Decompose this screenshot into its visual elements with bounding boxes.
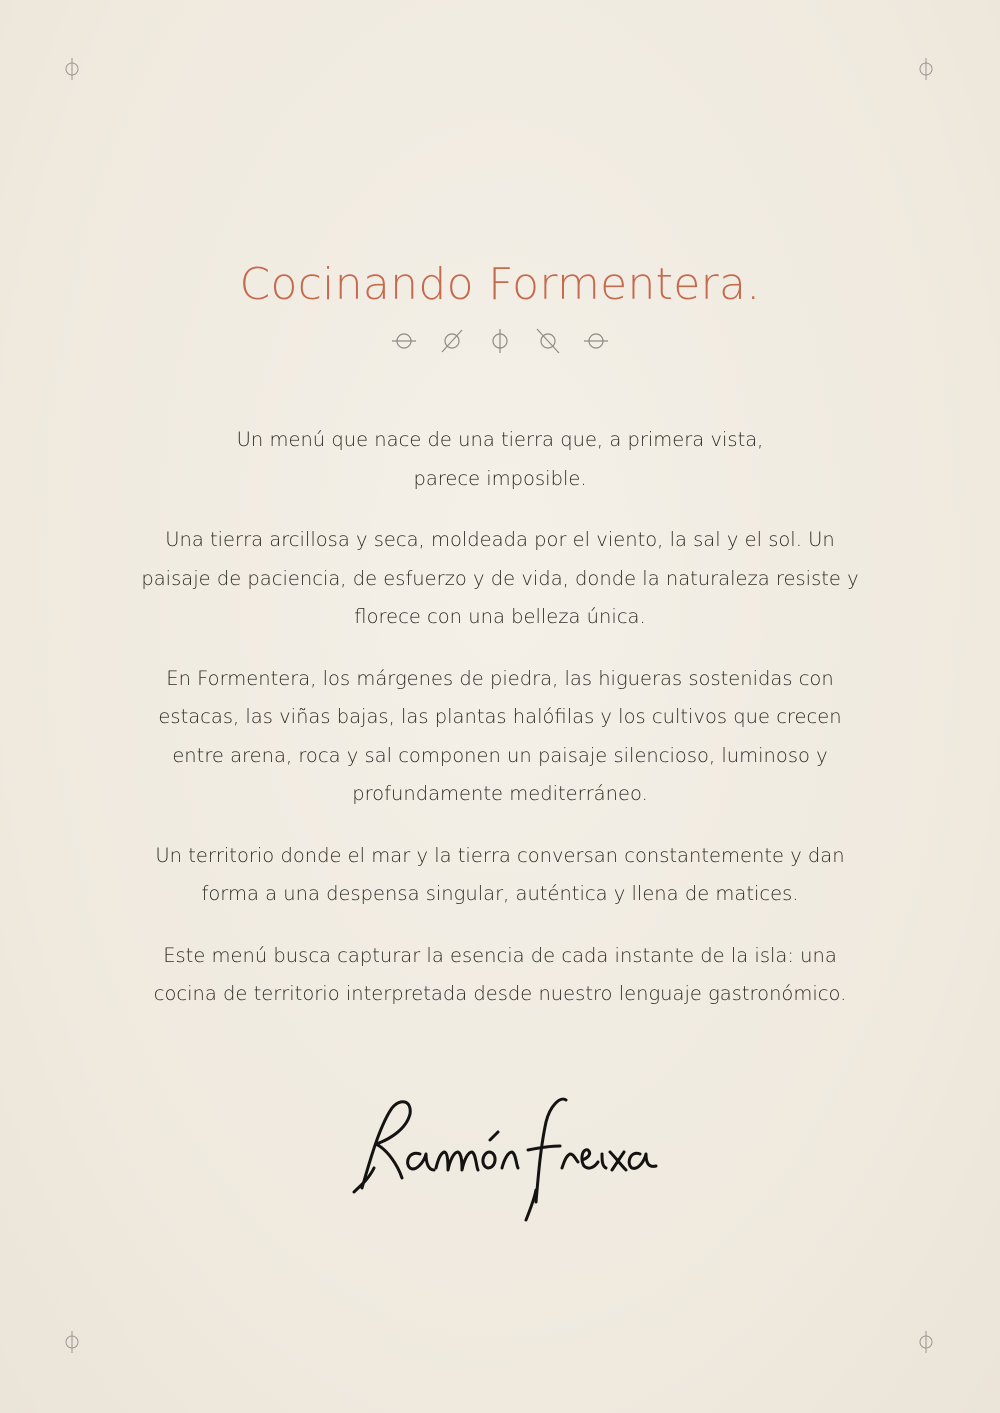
paragraph-4: Un territorio donde el mar y la tierra conversan constantemente y dan forma a una despensa singular, auténtica y llena de matices. <box>155 843 845 905</box>
signature-image <box>340 1070 660 1240</box>
paragraph-1 <box>130 421 870 498</box>
paragraph-1-text: Un menú que nace de una tierra que, a primera vista, parece imposible. <box>236 428 764 490</box>
corner-ornament-icon <box>62 56 82 82</box>
corner-ornament-icon <box>62 1329 82 1355</box>
page-title: Cocinando Formentera. <box>239 259 761 311</box>
paragraph-3: En Formentera, los márgenes de piedra, las higueras sostenidas con estacas, las viñas bajas, las plantas halófilas y los cultivos que crecen entre arena, roca y sal componen un paisaje silencioso, luminoso y profundamente mediterráneo. <box>158 666 842 805</box>
corner-ornament-icon <box>916 1329 936 1355</box>
divider-ornament-icon <box>386 324 614 358</box>
paragraph-5: Este menú busca capturar la esencia de cada instante de la isla: una cocina de territorio interpretada desde nuestro lenguaje gastronómico. <box>153 943 847 1005</box>
intro-text <box>130 421 870 1037</box>
paragraph-2: Una tierra arcillosa y seca, moldeada por el viento, la sal y el sol. Un paisaje de paciencia, de esfuerzo y de vida, donde la naturaleza resiste y florece con una belleza única. <box>141 528 859 628</box>
corner-ornament-icon <box>916 56 936 82</box>
